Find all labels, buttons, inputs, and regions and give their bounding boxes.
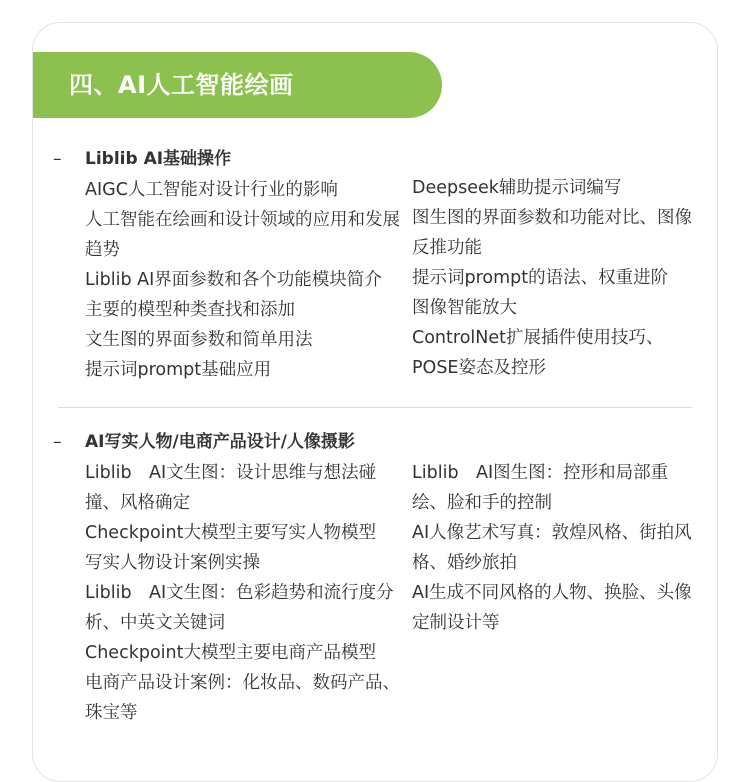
list-item: 主要的模型种类查找和添加 [85,300,295,320]
list-item: Liblib AI文生图：设计思维与想法碰撞、风格确定 [85,463,377,513]
list-item: 提示词prompt的语法、权重进阶 [412,268,669,288]
list-item: AI生成不同风格的人物、换脸、头像定制设计等 [412,583,692,633]
list-item: 文生图的界面参数和简单用法 [85,330,313,350]
basics-right-column [412,173,697,383]
section-divider [58,407,692,408]
list-item: 电商产品设计案例：化妆品、数码产品、珠宝等 [85,673,400,723]
list-item: Liblib AI界面参数和各个功能模块简介 [85,270,382,290]
section-heading-text: AI写实人物/电商产品设计/人像摄影 [85,432,355,452]
dash-bullet: – [53,432,62,452]
list-item: 图像智能放大 [412,298,517,318]
list-item: 提示词prompt基础应用 [85,360,272,380]
section-heading-basics [53,147,231,171]
basics-left-column [85,175,401,385]
realistic-left-column [85,458,401,728]
section-banner: 四、AI人工智能绘画 [33,52,442,118]
list-item: 写实人物设计案例实操 [85,553,260,573]
section-heading-realistic [53,430,355,454]
list-item: Checkpoint大模型主要写实人物模型 [85,523,376,543]
list-item: 图生图的界面参数和功能对比、图像反推功能 [412,208,692,258]
list-item: AI人像艺术写真：敦煌风格、街拍风格、婚纱旅拍 [412,523,692,573]
realistic-right-column [412,458,697,638]
course-card [32,22,718,782]
list-item: AIGC人工智能对设计行业的影响 [85,180,338,200]
list-item: ControlNet扩展插件使用技巧、POSE姿态及控形 [412,328,664,378]
list-item: Liblib AI图生图：控形和局部重绘、脸和手的控制 [412,463,669,513]
list-item: Liblib AI文生图：色彩趋势和流行度分析、中英文关键词 [85,583,394,633]
dash-bullet: – [53,149,62,169]
list-item: Deepseek辅助提示词编写 [412,178,622,198]
section-heading-text: Liblib AI基础操作 [85,149,232,169]
list-item: Checkpoint大模型主要电商产品模型 [85,643,376,663]
list-item: 人工智能在绘画和设计领域的应用和发展趋势 [85,210,400,260]
